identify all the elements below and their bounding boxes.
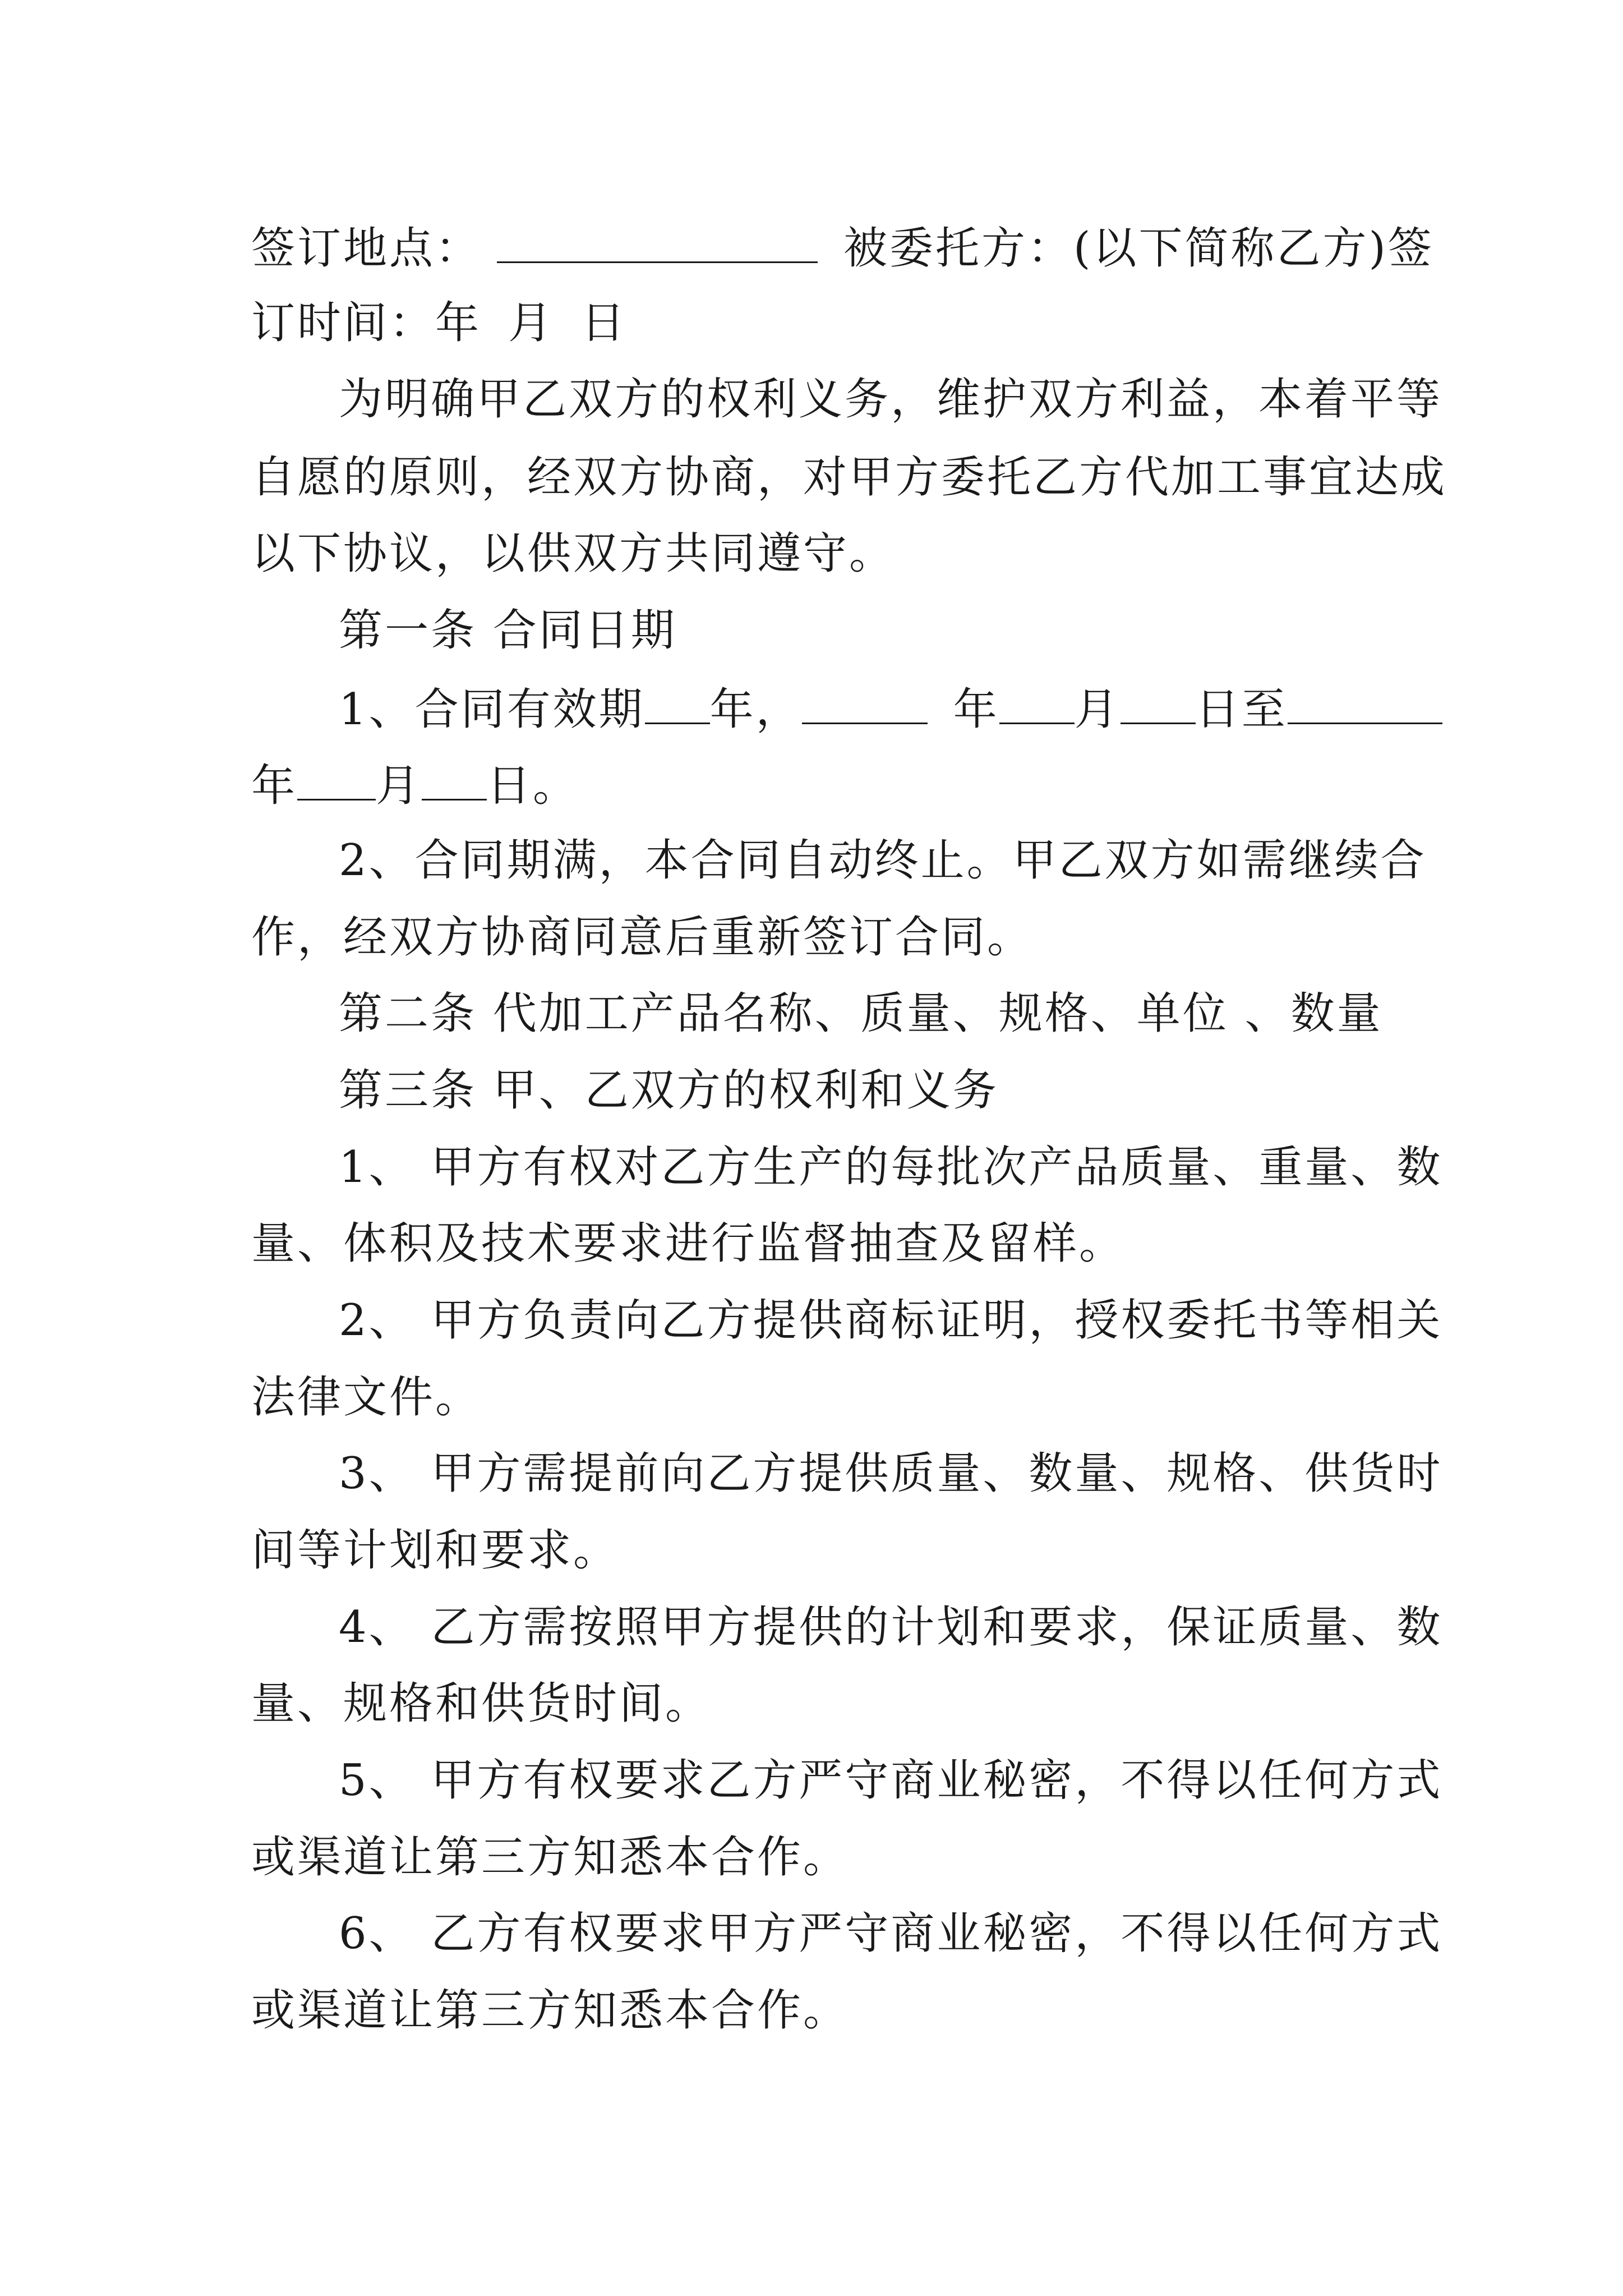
article-3-item-2-line-1: 2、 甲方负责向乙方提供商标证明，授权委托书等相关 (339, 1295, 1443, 1346)
item-1-to-label: 日至 (1195, 684, 1288, 735)
item-1-prefix: 1、合同有效期 (339, 684, 645, 735)
article-3-item-5-line-2: 或渠道让第三方知悉本合作。 (251, 1832, 850, 1883)
item-1-year-label: 年， (709, 684, 802, 735)
start-month-blank (999, 685, 1075, 724)
article-1-item-2-line-1: 2、合同期满，本合同自动终止。甲乙双方如需继续合 (339, 835, 1427, 886)
entrusted-party-label: 被委托方：(以下简称乙方)签 (843, 223, 1434, 274)
article-3-item-6-line-2: 或渠道让第三方知悉本合作。 (251, 1985, 850, 2036)
article-3-item-3-line-1: 3、 甲方需提前向乙方提供质量、数量、规格、供货时 (339, 1448, 1443, 1499)
article-1-title: 第一条 合同日期 (339, 605, 677, 656)
article-1-item-1-line-2 (251, 761, 1378, 811)
article-3-item-4-line-2: 量、规格和供货时间。 (251, 1678, 712, 1729)
item-1-year2-label: 年 (953, 684, 999, 735)
article-1-item-1-line-1 (339, 684, 1466, 735)
end-month-blank (297, 762, 376, 800)
article-3-item-1-line-2: 量、体积及技术要求进行监督抽查及留样。 (251, 1218, 1126, 1269)
article-3-item-1-line-1: 1、 甲方有权对乙方生产的每批次产品质量、重量、数 (339, 1142, 1443, 1193)
intro-line-1: 为明确甲乙双方的权利义务，维护双方利益，本着平等 (339, 374, 1443, 425)
end-year-blank (1288, 685, 1442, 724)
item-1-month-label: 月 (1074, 684, 1121, 735)
article-1-item-2-line-2: 作，经双方协商同意后重新签订合同。 (251, 912, 1034, 963)
signing-place-line (251, 223, 1434, 274)
validity-years-blank (645, 685, 710, 724)
article-3-item-6-line-1: 6、 乙方有权要求甲方严守商业秘密，不得以任何方式 (339, 1908, 1443, 1959)
article-3-title: 第三条 甲、乙双方的权利和义务 (339, 1065, 999, 1116)
signing-day-label: 日 (581, 298, 628, 348)
start-day-blank (1121, 685, 1196, 724)
article-3-item-2-line-2: 法律文件。 (251, 1372, 482, 1423)
end-day-blank (422, 762, 487, 800)
item-1-year3-label: 年 (251, 761, 298, 811)
article-3-item-4-line-1: 4、 乙方需按照甲方提供的计划和要求，保证质量、数 (339, 1602, 1443, 1653)
intro-line-2: 自愿的原则，经双方协商，对甲方委托乙方代加工事宜达成 (251, 452, 1447, 503)
signing-time-label: 订时间：年 (251, 298, 482, 348)
signing-time-line (251, 298, 1378, 348)
signing-place-label: 签订地点： (251, 223, 482, 274)
signing-place-blank (497, 224, 818, 263)
article-3-item-3-line-2: 间等计划和要求。 (251, 1525, 620, 1576)
signing-month-label: 月 (508, 298, 555, 348)
start-year-blank (802, 685, 928, 724)
intro-line-3: 以下协议，以供双方共同遵守。 (251, 528, 896, 579)
article-2-title: 第二条 代加工产品名称、质量、规格、单位 、数量 (339, 988, 1383, 1039)
item-1-month2-label: 月 (376, 761, 422, 811)
item-1-end-label: 日。 (487, 761, 579, 811)
article-3-item-5-line-1: 5、 甲方有权要求乙方严守商业秘密，不得以任何方式 (339, 1755, 1443, 1806)
